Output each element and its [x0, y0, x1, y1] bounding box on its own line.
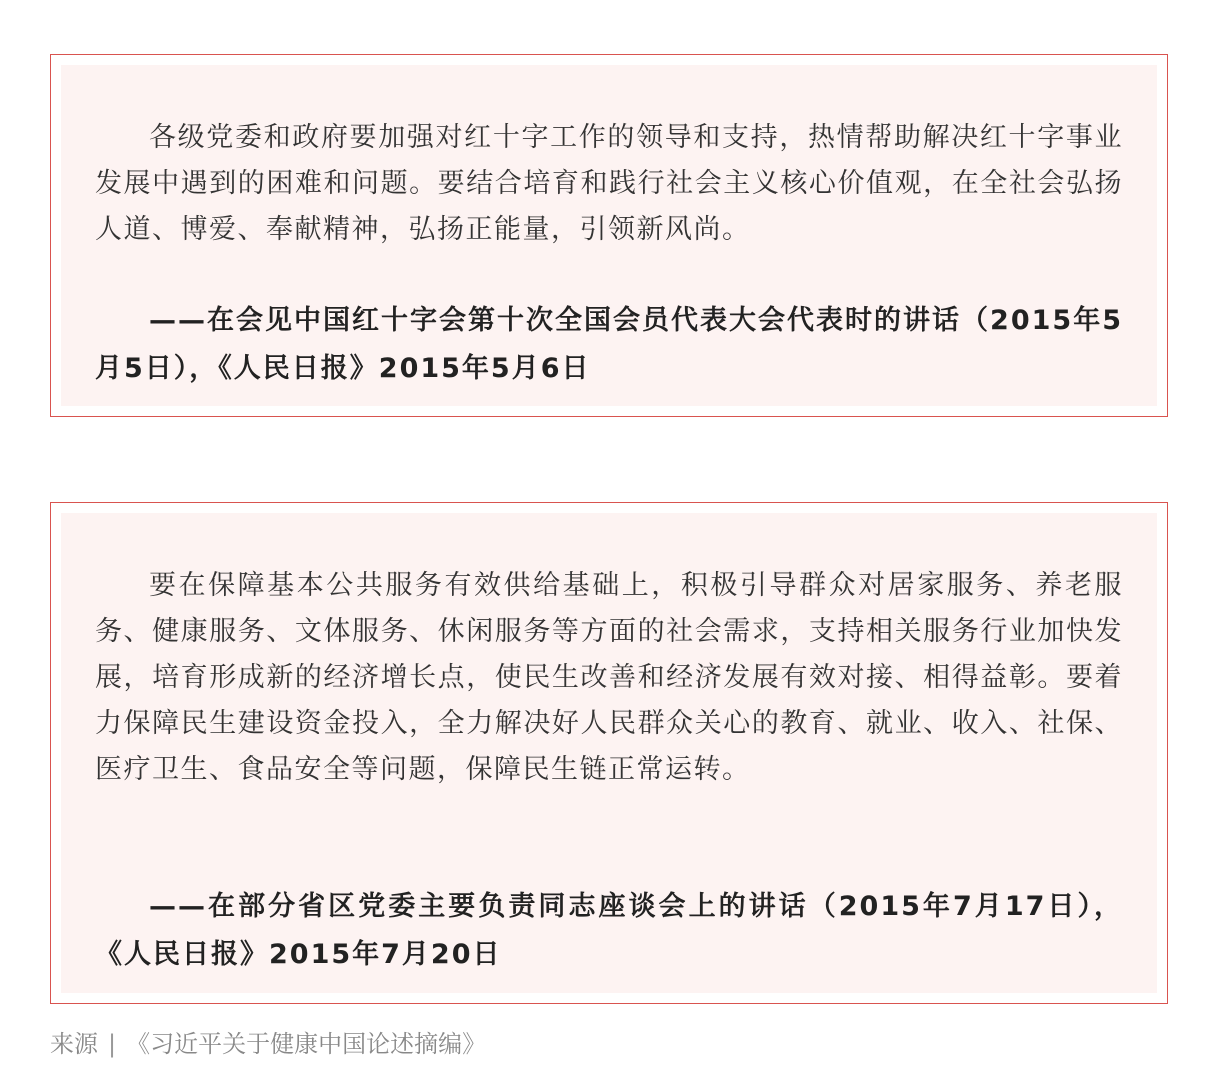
quote-box-1	[50, 54, 1168, 417]
source-title: 《习近平关于健康中国论述摘编》	[126, 1030, 487, 1058]
quote-text: 各级党委和政府要加强对红十字工作的领导和支持，热情帮助解决红十字事业发展中遇到的困难和问题。要结合培育和践行社会主义核心价值观，在全社会弘扬人道、博爱、奉献精神，弘扬正能量，引领新风尚。	[95, 122, 1123, 245]
source-label: 来源	[50, 1030, 98, 1058]
quote-box-background	[61, 65, 1157, 406]
quote-source: ——在会见中国红十字会第十次全国会员代表大会代表时的讲话（2015年5月5日），《人民日报》2015年5月6日	[95, 305, 1123, 384]
quote-source: ——在部分省区党委主要负责同志座谈会上的讲话（2015年7月17日），《人民日报》2015年7月20日	[95, 891, 1123, 970]
footer-separator: |	[108, 1030, 117, 1058]
source-footer	[50, 1024, 486, 1064]
quote-box-background	[61, 513, 1157, 993]
quote-text: 要在保障基本公共服务有效供给基础上，积极引导群众对居家服务、养老服务、健康服务、文体服务、休闲服务等方面的社会需求，支持相关服务行业加快发展，培育形成新的经济增长点，使民生改善和经济发展有效对接、相得益彰。要着力保障民生建设资金投入，全力解决好人民群众关心的教育、就业、收入、社保、医疗卫生、食品安全等问题，保障民生链正常运转。	[95, 570, 1123, 785]
quote-box-2	[50, 502, 1168, 1004]
